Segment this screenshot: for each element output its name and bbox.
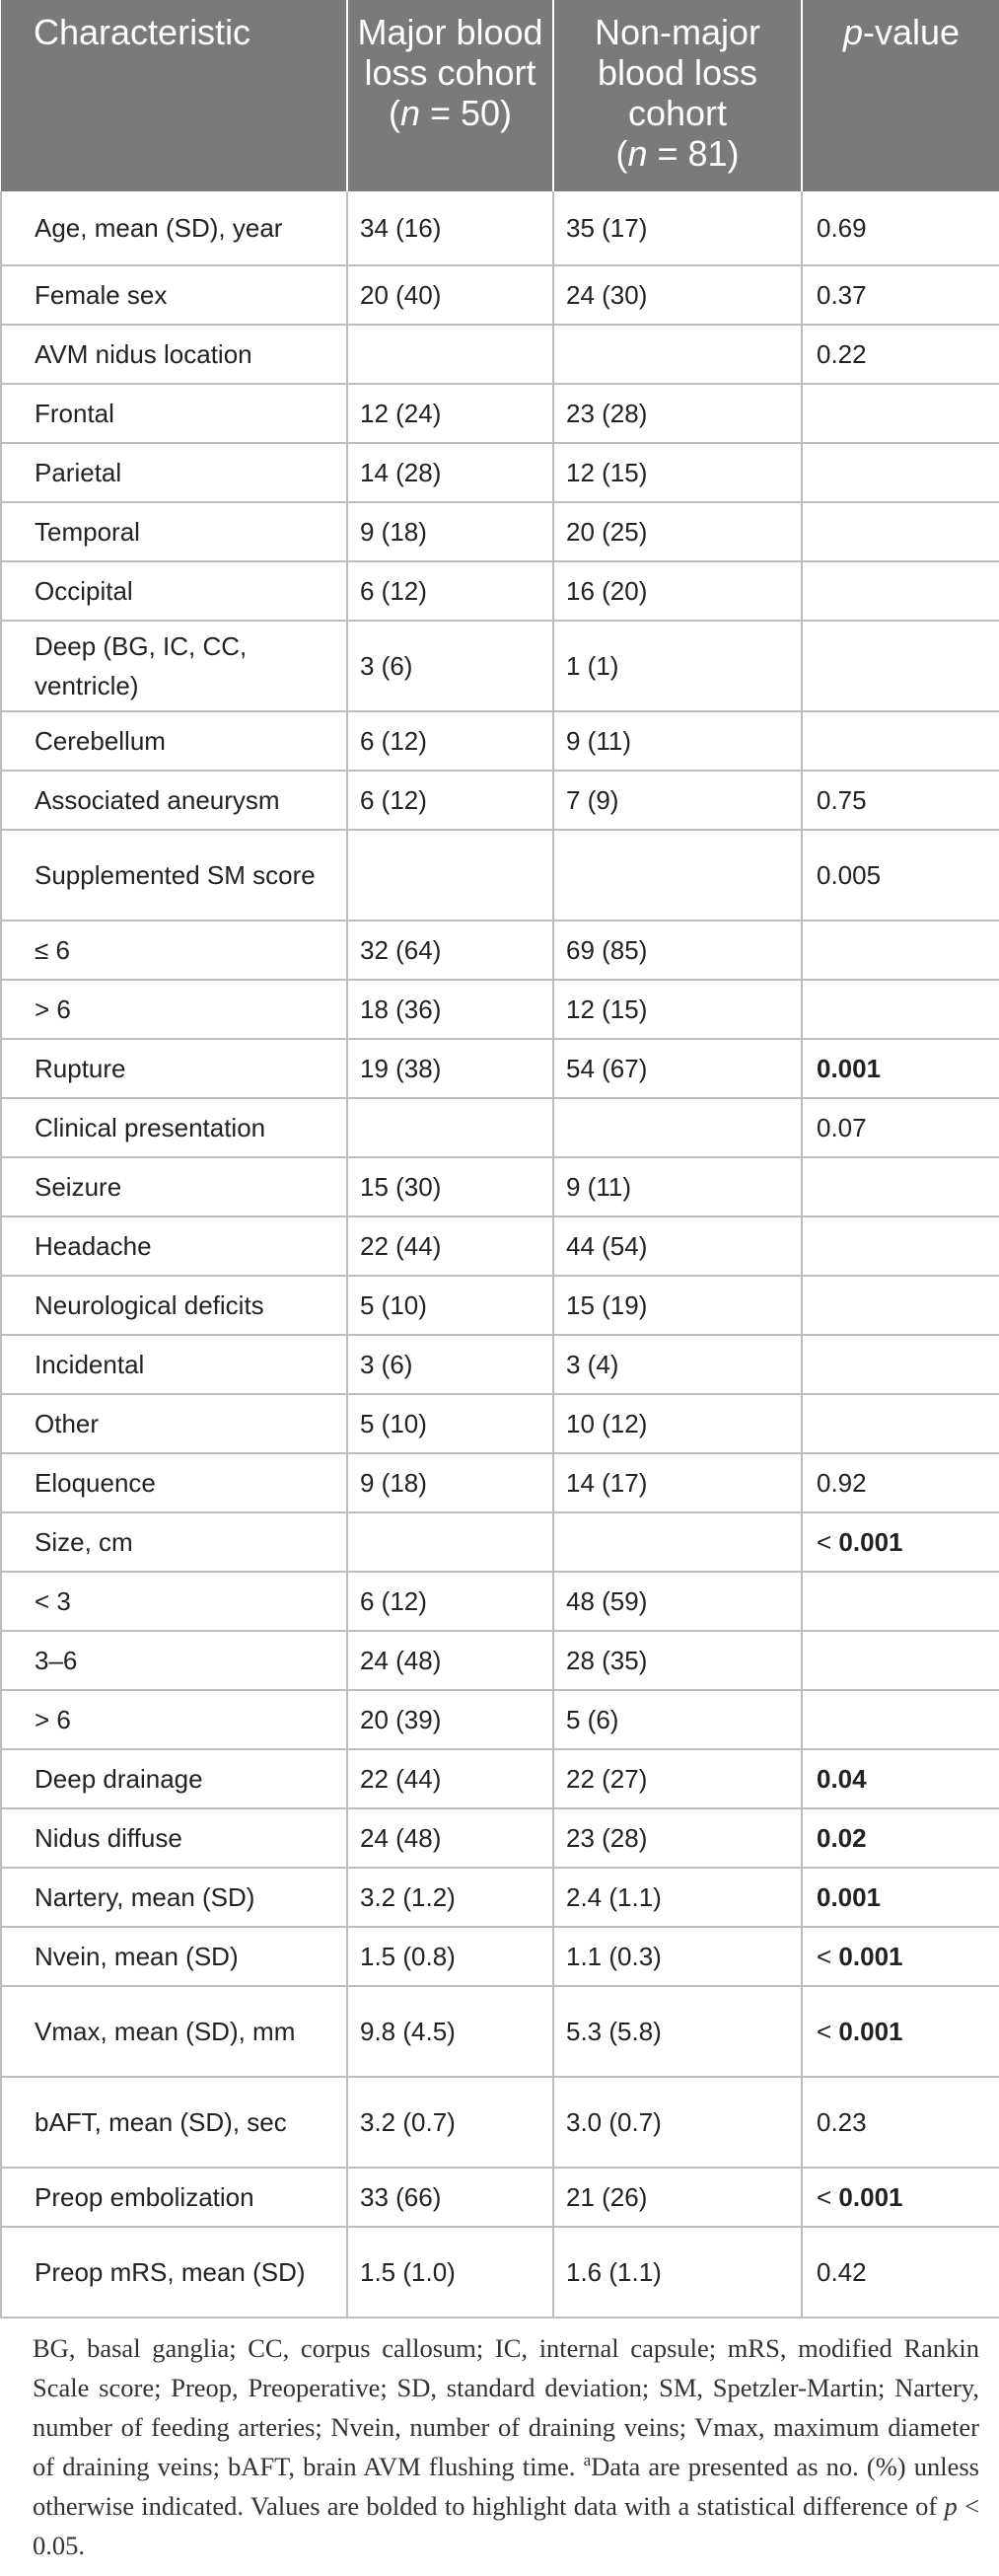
cell-nonmajor: 9 (11) (553, 711, 802, 771)
cell-major: 15 (30) (347, 1157, 553, 1216)
cell-p-value: < 0.001 (802, 1927, 999, 1986)
table-row (1, 1631, 999, 1690)
table-row (1, 1157, 999, 1216)
cell-characteristic: Occipital (1, 561, 347, 621)
table-footnote: BG, basal ganglia; CC, corpus callosum; IC, internal capsule; mRS, modified Rankin Scale score; Preop, Preoperative; SD, standard deviation; SM, Spetzler-Martin; Nartery, number of feeding arteries; Nvein, number of draining veins; Vmax, maximum diameter of draining veins; bAFT, brain AVM flushing time. $^a$Data are presented as no. (%) unless otherwise indicated. Values are bolded to highlight data with a statistical difference of p < 0.05. (33, 2333, 980, 2560)
cell-nonmajor: 5 (6) (553, 1690, 802, 1749)
cell-nonmajor (553, 1098, 802, 1157)
table-row (1, 621, 999, 711)
table-row (1, 443, 999, 502)
cell-nonmajor (553, 1512, 802, 1572)
cell-major: 3.2 (0.7) (347, 2077, 553, 2168)
cell-major: 6 (12) (347, 711, 553, 771)
table-row (1, 1216, 999, 1276)
cell-characteristic: Age, mean (SD), year (1, 191, 347, 265)
table-body (1, 191, 999, 2318)
cell-major: 3 (6) (347, 1335, 553, 1394)
table-row (1, 1749, 999, 1808)
cell-characteristic: Temporal (1, 502, 347, 561)
cell-p-value: 0.75 (802, 771, 999, 830)
cell-nonmajor: 12 (15) (553, 980, 802, 1039)
cell-nonmajor: 44 (54) (553, 1216, 802, 1276)
cell-p-value: 0.04 (802, 1749, 999, 1808)
cell-characteristic: Cerebellum (1, 711, 347, 771)
cell-major: 18 (36) (347, 980, 553, 1039)
table-row (1, 920, 999, 980)
cell-nonmajor (553, 830, 802, 920)
table-row (1, 502, 999, 561)
cell-p-value (802, 443, 999, 502)
cell-p-value (802, 1572, 999, 1631)
table-row (1, 1868, 999, 1927)
cell-p-value (802, 1690, 999, 1749)
cell-characteristic: < 3 (1, 1572, 347, 1631)
table-row (1, 771, 999, 830)
cell-characteristic: Size, cm (1, 1512, 347, 1572)
cell-p-value: 0.42 (802, 2227, 999, 2318)
cell-p-value (802, 711, 999, 771)
footnote-superscript: a (583, 2451, 592, 2470)
cell-characteristic: Female sex (1, 265, 347, 325)
cell-nonmajor: 20 (25) (553, 502, 802, 561)
table-row (1, 191, 999, 265)
cell-major: 6 (12) (347, 771, 553, 830)
cell-p-value: 0.69 (802, 191, 999, 265)
cell-major: 22 (44) (347, 1216, 553, 1276)
cell-nonmajor: 5.3 (5.8) (553, 1986, 802, 2077)
cell-characteristic: > 6 (1, 1690, 347, 1749)
cell-p-value (802, 980, 999, 1039)
cell-major: 3 (6) (347, 621, 553, 711)
cell-major: 22 (44) (347, 1749, 553, 1808)
table-row (1, 265, 999, 325)
cell-nonmajor: 54 (67) (553, 1039, 802, 1098)
cell-p-value: 0.37 (802, 265, 999, 325)
cell-major (347, 830, 553, 920)
cell-major: 24 (48) (347, 1631, 553, 1690)
cell-major: 9 (18) (347, 502, 553, 561)
cell-characteristic: Eloquence (1, 1453, 347, 1512)
cell-p-value (802, 1276, 999, 1335)
cell-nonmajor: 12 (15) (553, 443, 802, 502)
table-row (1, 2168, 999, 2227)
cell-nonmajor: 22 (27) (553, 1749, 802, 1808)
cell-nonmajor: 28 (35) (553, 1631, 802, 1690)
cell-characteristic: Nidus diffuse (1, 1808, 347, 1868)
footnote-data-note: Data are presented as no. (%) unless otherwise indicated. Values are bolded to highlight data with a statistical difference of (33, 2452, 979, 2521)
cell-p-value: 0.02 (802, 1808, 999, 1868)
table-row (1, 1572, 999, 1631)
table-row (1, 384, 999, 443)
cell-nonmajor: 1.6 (1.1) (553, 2227, 802, 2318)
cell-nonmajor (553, 325, 802, 384)
table-row (1, 1276, 999, 1335)
cell-p-value: 0.22 (802, 325, 999, 384)
cell-characteristic: Associated aneurysm (1, 771, 347, 830)
cell-nonmajor: 15 (19) (553, 1276, 802, 1335)
cell-p-value: 0.92 (802, 1453, 999, 1512)
cell-nonmajor: 9 (11) (553, 1157, 802, 1216)
table-row (1, 830, 999, 920)
table-row (1, 561, 999, 621)
cell-p-value: 0.001 (802, 1039, 999, 1098)
cell-nonmajor: 24 (30) (553, 265, 802, 325)
cell-characteristic: AVM nidus location (1, 325, 347, 384)
table-header (1, 0, 999, 191)
table-row (1, 325, 999, 384)
cell-major: 24 (48) (347, 1808, 553, 1868)
cell-p-value (802, 561, 999, 621)
cell-characteristic: Other (1, 1394, 347, 1453)
cell-nonmajor: 69 (85) (553, 920, 802, 980)
cell-characteristic: Supplemented SM score (1, 830, 347, 920)
cell-characteristic: Nvein, mean (SD) (1, 1927, 347, 1986)
cell-p-value (802, 1335, 999, 1394)
cell-characteristic: Deep drainage (1, 1749, 347, 1808)
cell-characteristic: Vmax, mean (SD), mm (1, 1986, 347, 2077)
table-row (1, 1039, 999, 1098)
cell-major: 1.5 (1.0) (347, 2227, 553, 2318)
table-row (1, 1098, 999, 1157)
cell-major: 20 (40) (347, 265, 553, 325)
cell-major: 3.2 (1.2) (347, 1868, 553, 1927)
cell-characteristic: ≤ 6 (1, 920, 347, 980)
cell-characteristic: Headache (1, 1216, 347, 1276)
cell-p-value: < 0.001 (802, 1986, 999, 2077)
cell-major (347, 1512, 553, 1572)
header-major-cohort: Major blood loss cohort (n = 50) (347, 0, 553, 191)
cell-p-value (802, 1216, 999, 1276)
cell-major: 5 (10) (347, 1394, 553, 1453)
table-row (1, 1986, 999, 2077)
cell-characteristic: Deep (BG, IC, CC, ventricle) (1, 621, 347, 711)
cell-major: 6 (12) (347, 561, 553, 621)
cell-characteristic: bAFT, mean (SD), sec (1, 2077, 347, 2168)
cell-nonmajor: 16 (20) (553, 561, 802, 621)
cell-major: 12 (24) (347, 384, 553, 443)
cell-characteristic: Neurological deficits (1, 1276, 347, 1335)
cell-p-value: 0.005 (802, 830, 999, 920)
cell-characteristic: Nartery, mean (SD) (1, 1868, 347, 1927)
cell-nonmajor: 10 (12) (553, 1394, 802, 1453)
cell-characteristic: Frontal (1, 384, 347, 443)
table-row (1, 2077, 999, 2168)
table-row (1, 2227, 999, 2318)
cell-p-value (802, 1631, 999, 1690)
cell-characteristic: Rupture (1, 1039, 347, 1098)
cell-nonmajor: 14 (17) (553, 1453, 802, 1512)
table-row (1, 1512, 999, 1572)
cell-characteristic: Preop mRS, mean (SD) (1, 2227, 347, 2318)
footnote-abbreviations: BG, basal ganglia; CC, corpus callosum; IC, internal capsule; mRS, modified Rankin Scale score; Preop, Preoperative; SD, standard deviation; SM, Spetzler-Martin; Nartery, number of feeding arteries; Nvein, number of draining veins; Vmax, maximum diameter of draining veins; bAFT, brain AVM flushing time. (33, 2333, 979, 2481)
cell-major (347, 1098, 553, 1157)
cell-nonmajor: 7 (9) (553, 771, 802, 830)
table-row (1, 1808, 999, 1868)
table-row (1, 980, 999, 1039)
header-nonmajor-cohort: Non-major blood loss cohort (n = 81) (553, 0, 802, 191)
cell-p-value: < 0.001 (802, 2168, 999, 2227)
cell-major: 6 (12) (347, 1572, 553, 1631)
cell-major (347, 325, 553, 384)
cell-major: 34 (16) (347, 191, 553, 265)
cell-nonmajor: 21 (26) (553, 2168, 802, 2227)
cell-nonmajor: 1.1 (0.3) (553, 1927, 802, 1986)
cell-major: 20 (39) (347, 1690, 553, 1749)
table-row (1, 711, 999, 771)
cell-p-value: 0.07 (802, 1098, 999, 1157)
cell-p-value (802, 384, 999, 443)
table-row (1, 1927, 999, 1986)
cell-p-value: 0.23 (802, 2077, 999, 2168)
cell-major: 32 (64) (347, 920, 553, 980)
cell-nonmajor: 3.0 (0.7) (553, 2077, 802, 2168)
cell-characteristic: > 6 (1, 980, 347, 1039)
cell-characteristic: Seizure (1, 1157, 347, 1216)
cell-major: 1.5 (0.8) (347, 1927, 553, 1986)
cell-nonmajor: 48 (59) (553, 1572, 802, 1631)
cell-characteristic: Incidental (1, 1335, 347, 1394)
cell-major: 19 (38) (347, 1039, 553, 1098)
cell-major: 9.8 (4.5) (347, 1986, 553, 2077)
cell-major: 9 (18) (347, 1453, 553, 1512)
table-row (1, 1394, 999, 1453)
cell-p-value (802, 920, 999, 980)
cell-major: 5 (10) (347, 1276, 553, 1335)
cell-nonmajor: 35 (17) (553, 191, 802, 265)
cell-major: 33 (66) (347, 2168, 553, 2227)
cell-characteristic: 3–6 (1, 1631, 347, 1690)
table-row (1, 1453, 999, 1512)
cell-characteristic: Preop embolization (1, 2168, 347, 2227)
table-row (1, 1335, 999, 1394)
cell-p-value (802, 1394, 999, 1453)
cell-characteristic: Clinical presentation (1, 1098, 347, 1157)
header-p-value: p-value (802, 0, 999, 191)
cell-p-value (802, 621, 999, 711)
header-characteristic: Characteristic (1, 0, 347, 191)
cell-p-value (802, 502, 999, 561)
cell-p-value (802, 1157, 999, 1216)
cell-nonmajor: 3 (4) (553, 1335, 802, 1394)
cell-characteristic: Parietal (1, 443, 347, 502)
cell-p-value: < 0.001 (802, 1512, 999, 1572)
cell-p-value: 0.001 (802, 1868, 999, 1927)
cell-major: 14 (28) (347, 443, 553, 502)
cell-nonmajor: 23 (28) (553, 1808, 802, 1868)
cell-nonmajor: 2.4 (1.1) (553, 1868, 802, 1927)
cell-nonmajor: 23 (28) (553, 384, 802, 443)
cell-nonmajor: 1 (1) (553, 621, 802, 711)
table-row (1, 1690, 999, 1749)
